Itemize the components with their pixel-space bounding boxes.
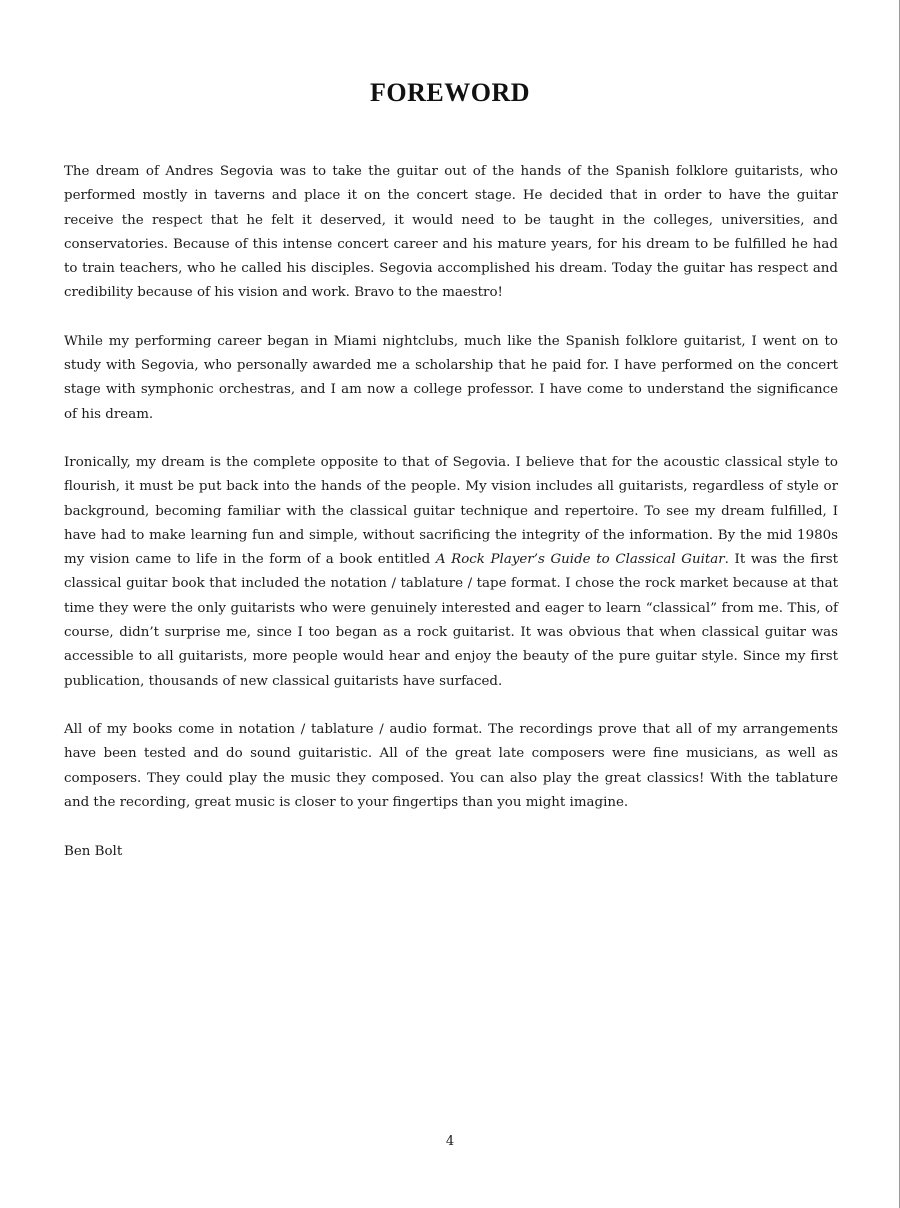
paragraph-text-before-title: Ironically, my dream is the complete opposite to that of Segovia. I believe that for the acoustic classical style to flourish, it must be put back into the hands of the people. My vision includes all guitarists, regardless of style or background, becoming familiar with the classical guitar technique and repertoire. To see my dream fulfilled, I have had to make learning fun and simple, without sacrificing the integrity of the information. By the mid 1980s my vision came to life in the form of a book entitled xyxy=(64,454,838,568)
paragraph-text-after-title: . It was the first classical guitar book that included the notation / tablature / tape format. I chose the rock market because at that time they were the only guitarists who were genuinely interested and eager to learn “classical” from me. This, of course, didn’t surprise me, since I too began as a rock guitarist. It was obvious that when classical guitar was accessible to all guitarists, more people would hear and enjoy the beauty of the pure guitar style. Since my first publication, thousands of new classical guitarists have surfaced. xyxy=(64,552,838,689)
page-title: FOREWORD xyxy=(370,78,530,107)
author-signature: Ben Bolt xyxy=(64,844,123,859)
book-title: A Rock Player’s Guide to Classical Guitar xyxy=(435,552,725,568)
foreword-body xyxy=(64,160,838,839)
page-number: 4 xyxy=(445,1134,455,1149)
paragraph-my-dream xyxy=(64,451,838,694)
paragraph-performing-career: While my performing career began in Miami nightclubs, much like the Spanish folklore guitarist, I went on to study with Segovia, who personally awarded me a scholarship that he paid for. I have performed on the concert stage with symphonic orchestras, and I am now a college professor. I have come to understand the significance of his dream. xyxy=(64,333,838,422)
paragraph-segovia-dream: The dream of Andres Segovia was to take the guitar out of the hands of the Spanish folklore guitarists, who performed mostly in taverns and place it on the concert stage. He decided that in order to have the guitar receive the respect that he felt it deserved, it would need to be taught in the colleges, universities, and conservatories. Because of this intense concert career and his mature years, for his dream to be fulfilled he had to train teachers, who he called his disciples. Segovia accomplished his dream. Today the guitar has respect and credibility because of his vision and work. Bravo to the maestro! xyxy=(64,164,838,301)
paragraph-books-format: All of my books come in notation / tablature / audio format. The recordings prove that all of my arrangements have been tested and do sound guitaristic. All of the great late composers were fine musicians, as well as composers. They could play the music they composed. You can also play the great classics! With the tablature and the recording, great music is closer to your fingertips than you might imagine. xyxy=(64,721,838,810)
